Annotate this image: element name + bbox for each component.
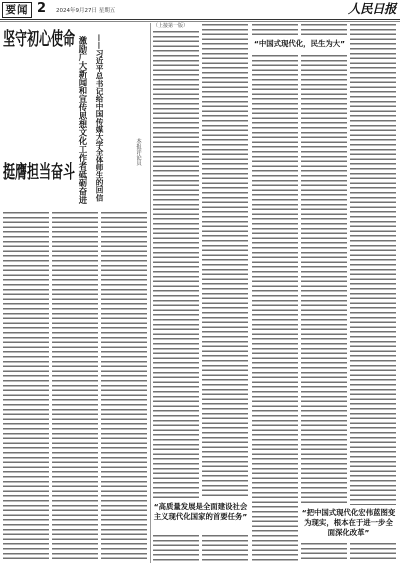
article-text-column: [301, 55, 347, 505]
article-text-column: [350, 543, 396, 562]
article-text-column: [52, 212, 98, 562]
lead-headline-line-2: 挺膺担当奋斗: [3, 161, 76, 183]
article-text-column: [301, 543, 347, 562]
article-text-column: [202, 535, 248, 562]
article-text-column: [3, 212, 49, 562]
article-text-column: [202, 24, 248, 499]
article-text-column: [301, 24, 347, 36]
header-rule: [0, 19, 400, 20]
article-text-column: [101, 212, 147, 562]
article-text-column: [252, 55, 298, 562]
section-label: 要闻: [2, 2, 32, 18]
lead-subtitle-secondary: ——习近平总书记给中国传媒大学全体师生的回信: [95, 34, 104, 202]
subhead-livelihood: “中国式现代化，民生为大”: [253, 39, 345, 48]
lead-headline-line-1: 坚守初心使命: [3, 28, 76, 50]
column-divider: [150, 23, 151, 563]
issue-date: 2024年9月27日 星期五: [56, 8, 116, 14]
newspaper-masthead: 人民日报: [347, 1, 396, 16]
header-rule-thin: [0, 21, 400, 22]
article-text-column: [153, 31, 199, 499]
article-text-column: [350, 24, 396, 505]
page-number: 2: [37, 1, 47, 16]
subhead-high-quality-development: “高质量发展是全面建设社会主义现代化国家的首要任务”: [153, 502, 248, 521]
article-text-column: [153, 535, 199, 562]
article-text-column: [252, 24, 298, 36]
continuation-note: （上接第一版）: [153, 23, 189, 29]
lead-subtitle-main: 激励广大新闻和宣传思想文化工作者砥砺奋进: [78, 36, 88, 204]
lead-byline: 本报评论员: [135, 138, 141, 166]
subhead-deepen-reform: “把中国式现代化宏伟蓝图变为现实，根本在于进一步全面深化改革”: [301, 508, 396, 537]
